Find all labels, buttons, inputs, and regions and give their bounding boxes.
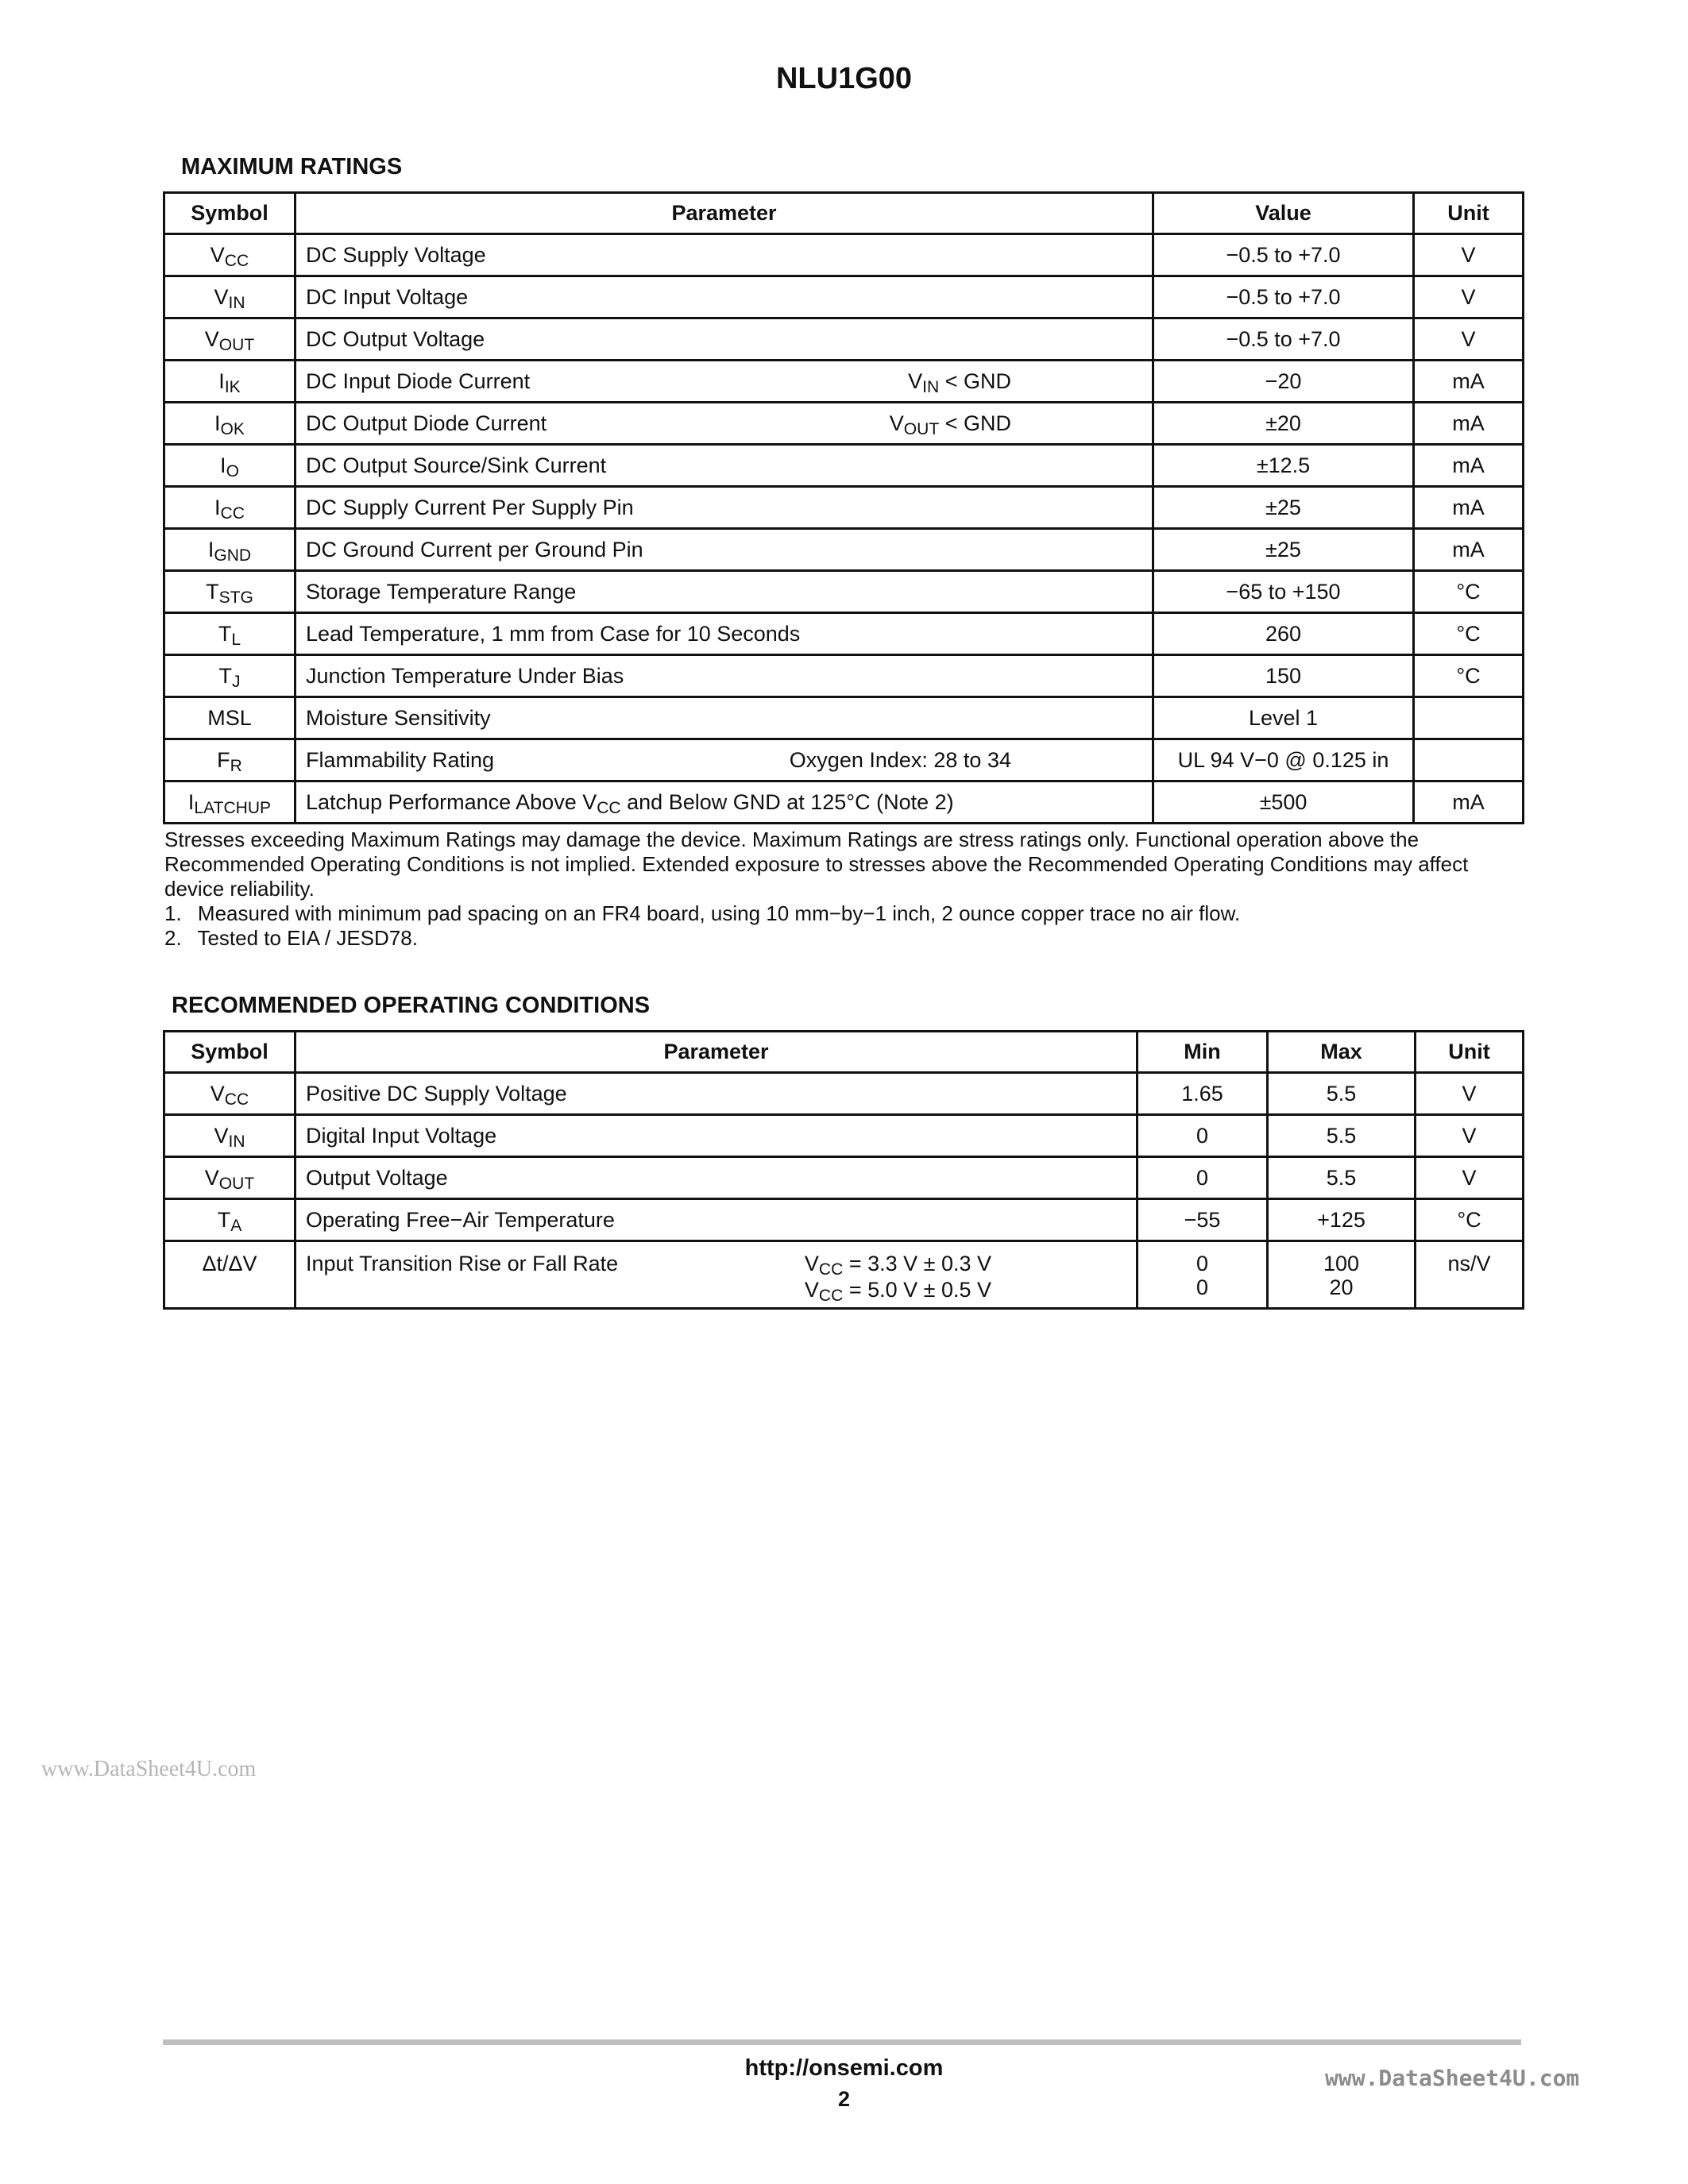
table-row [164,613,1524,655]
condition-text: Oxygen Index: 28 to 34 [789,747,1011,772]
max-cell: 5.5 [1268,1073,1416,1115]
parameter-cell: Positive DC Supply Voltage [295,1073,1138,1115]
header-parameter: Parameter [295,193,1153,234]
parameter-cell: Flammability Rating Oxygen Index: 28 to 34 [295,739,1153,781]
unit-cell: V [1416,1115,1524,1157]
unit-cell: mA [1414,487,1524,529]
value-cell: 260 [1153,613,1414,655]
parameter-cell: Input Transition Rise or Fall Rate $V_{CC} = 3.3$ V ± 0.3 V $V_{CC} = 5.0$ V ± 0.5 V [295,1241,1138,1309]
parameter-cell: Junction Temperature Under Bias [295,655,1153,697]
header-unit: Unit [1414,193,1524,234]
footer-watermark: www.DataSheet4U.com [1325,2065,1580,2091]
unit-cell: °C [1414,655,1524,697]
max-cell: 5.5 [1268,1157,1416,1199]
table-header-row [164,1032,1524,1073]
parameter-cell: Moisture Sensitivity [295,697,1153,739]
header-unit: Unit [1416,1032,1524,1073]
symbol-cell: $T_L$ [164,613,295,655]
header-parameter: Parameter [295,1032,1138,1073]
symbol-cell: $I_{CC}$ [164,487,295,529]
stress-note: Stresses exceeding Maximum Ratings may damage the device. Maximum Ratings are stress ratings only. Functional operation above the Recommended Operating Conditions is not implied. Extended exposure to stresses above the Recommended Operating Conditions may affect device reliability. [164,828,1469,901]
table-row [164,571,1524,613]
table-row [164,781,1524,824]
document-title: NLU1G00 [775,62,913,95]
unit-cell: mA [1414,781,1524,824]
table-row [164,487,1524,529]
max-cell: 100 20 [1268,1241,1416,1309]
table-row [164,739,1524,781]
symbol-cell: $T_{STG}$ [164,571,295,613]
parameter-cell: Lead Temperature, 1 mm from Case for 10 Seconds [295,613,1153,655]
parameter-cell: DC Supply Current Per Supply Pin [295,487,1153,529]
max-cell: +125 [1268,1199,1416,1241]
table-row [164,1157,1524,1199]
parameter-cell: DC Output Source/Sink Current [295,445,1153,487]
table-row [164,1199,1524,1241]
min-cell: 0 [1138,1157,1268,1199]
symbol-cell: $V_{IN}$ [164,276,295,318]
unit-cell: V [1414,276,1524,318]
symbol-cell: $V_{OUT}$ [164,1157,295,1199]
max-ratings-notes [164,828,1527,951]
header-value: Value [1153,193,1414,234]
table-row [164,1115,1524,1157]
rec-conditions-title: RECOMMENDED OPERATING CONDITIONS [172,993,651,1018]
value-cell: −0.5 to +7.0 [1153,318,1414,361]
value-cell: ±20 [1153,403,1414,445]
table-header-row [164,193,1524,234]
symbol-cell: $I_{OK}$ [164,403,295,445]
symbol-cell: Δt/ΔV [164,1241,295,1309]
unit-cell: °C [1416,1199,1524,1241]
parameter-cell: Output Voltage [295,1157,1138,1199]
condition-text: $V_{CC} = 3.3$ V ± 0.3 V $V_{CC} = 5.0$ V ± 0.5 V [804,1252,991,1306]
max-ratings-title: MAXIMUM RATINGS [181,154,403,179]
symbol-cell: $I_{LATCHUP}$ [164,781,295,824]
value-cell: UL 94 V−0 @ 0.125 in [1153,739,1414,781]
header-min: Min [1138,1032,1268,1073]
unit-cell: V [1416,1157,1524,1199]
table-row [164,361,1524,403]
unit-cell: mA [1414,361,1524,403]
header-max: Max [1268,1032,1416,1073]
parameter-cell: DC Input Voltage [295,276,1153,318]
unit-cell: ns/V [1416,1241,1524,1309]
max-cell: 5.5 [1268,1115,1416,1157]
table-row [164,234,1524,276]
parameter-cell: Storage Temperature Range [295,571,1153,613]
value-cell: Level 1 [1153,697,1414,739]
unit-cell [1414,739,1524,781]
symbol-cell: $I_{GND}$ [164,529,295,571]
unit-cell: mA [1414,529,1524,571]
footnote-1: 1. Measured with minimum pad spacing on an FR4 board, using 10 mm−by−1 inch, 2 ounce copper trace no air flow. [164,901,1241,925]
parameter-cell: DC Supply Voltage [295,234,1153,276]
min-cell: 0 [1138,1115,1268,1157]
table-row [164,697,1524,739]
symbol-cell: $F_R$ [164,739,295,781]
unit-cell: °C [1414,571,1524,613]
symbol-cell: $V_{CC}$ [164,1073,295,1115]
table-row [164,276,1524,318]
min-cell: 1.65 [1138,1073,1268,1115]
rec-conditions-table [163,1030,1524,1310]
value-cell: −20 [1153,361,1414,403]
parameter-cell: Latchup Performance Above $V_{CC}$ and Below GND at 125°C (Note 2) [295,781,1153,824]
value-cell: 150 [1153,655,1414,697]
parameter-cell: DC Input Diode Current $V_{IN}$ < GND [295,361,1153,403]
min-cell: −55 [1138,1199,1268,1241]
condition-text: $V_{OUT}$ < GND [889,411,1011,438]
value-cell: ±25 [1153,529,1414,571]
table-row [164,1241,1524,1309]
parameter-cell: Operating Free−Air Temperature [295,1199,1138,1241]
symbol-cell: $T_A$ [164,1199,295,1241]
footer-divider [163,2039,1521,2045]
table-row [164,403,1524,445]
page-number: 2 [837,2087,851,2111]
symbol-cell: $V_{IN}$ [164,1115,295,1157]
symbol-cell: $I_{IK}$ [164,361,295,403]
value-cell: ±12.5 [1153,445,1414,487]
value-cell: ±25 [1153,487,1414,529]
unit-cell: mA [1414,445,1524,487]
table-row [164,1073,1524,1115]
value-cell: −0.5 to +7.0 [1153,276,1414,318]
symbol-cell: $V_{OUT}$ [164,318,295,361]
unit-cell: V [1414,318,1524,361]
header-symbol: Symbol [164,1032,295,1073]
table-row [164,529,1524,571]
unit-cell: mA [1414,403,1524,445]
value-cell: −0.5 to +7.0 [1153,234,1414,276]
value-cell: −65 to +150 [1153,571,1414,613]
footnote-2: 2. Tested to EIA / JESD78. [164,926,418,950]
symbol-cell: $T_J$ [164,655,295,697]
min-cell: 0 0 [1138,1241,1268,1309]
value-cell: ±500 [1153,781,1414,824]
unit-cell: °C [1414,613,1524,655]
unit-cell: V [1414,234,1524,276]
symbol-cell: $V_{CC}$ [164,234,295,276]
parameter-cell: DC Output Diode Current $V_{OUT}$ < GND [295,403,1153,445]
table-row [164,318,1524,361]
footer-url[interactable]: http://onsemi.com [744,2055,944,2081]
parameter-cell: Digital Input Voltage [295,1115,1138,1157]
unit-cell [1414,697,1524,739]
table-row [164,655,1524,697]
symbol-cell: $I_O$ [164,445,295,487]
unit-cell: V [1416,1073,1524,1115]
symbol-cell: MSL [164,697,295,739]
parameter-cell: DC Ground Current per Ground Pin [295,529,1153,571]
watermark-text: www.DataSheet4U.com [41,1757,257,1781]
header-symbol: Symbol [164,193,295,234]
table-row [164,445,1524,487]
max-ratings-table [163,191,1524,824]
parameter-cell: DC Output Voltage [295,318,1153,361]
condition-text: $V_{IN}$ < GND [908,369,1011,396]
